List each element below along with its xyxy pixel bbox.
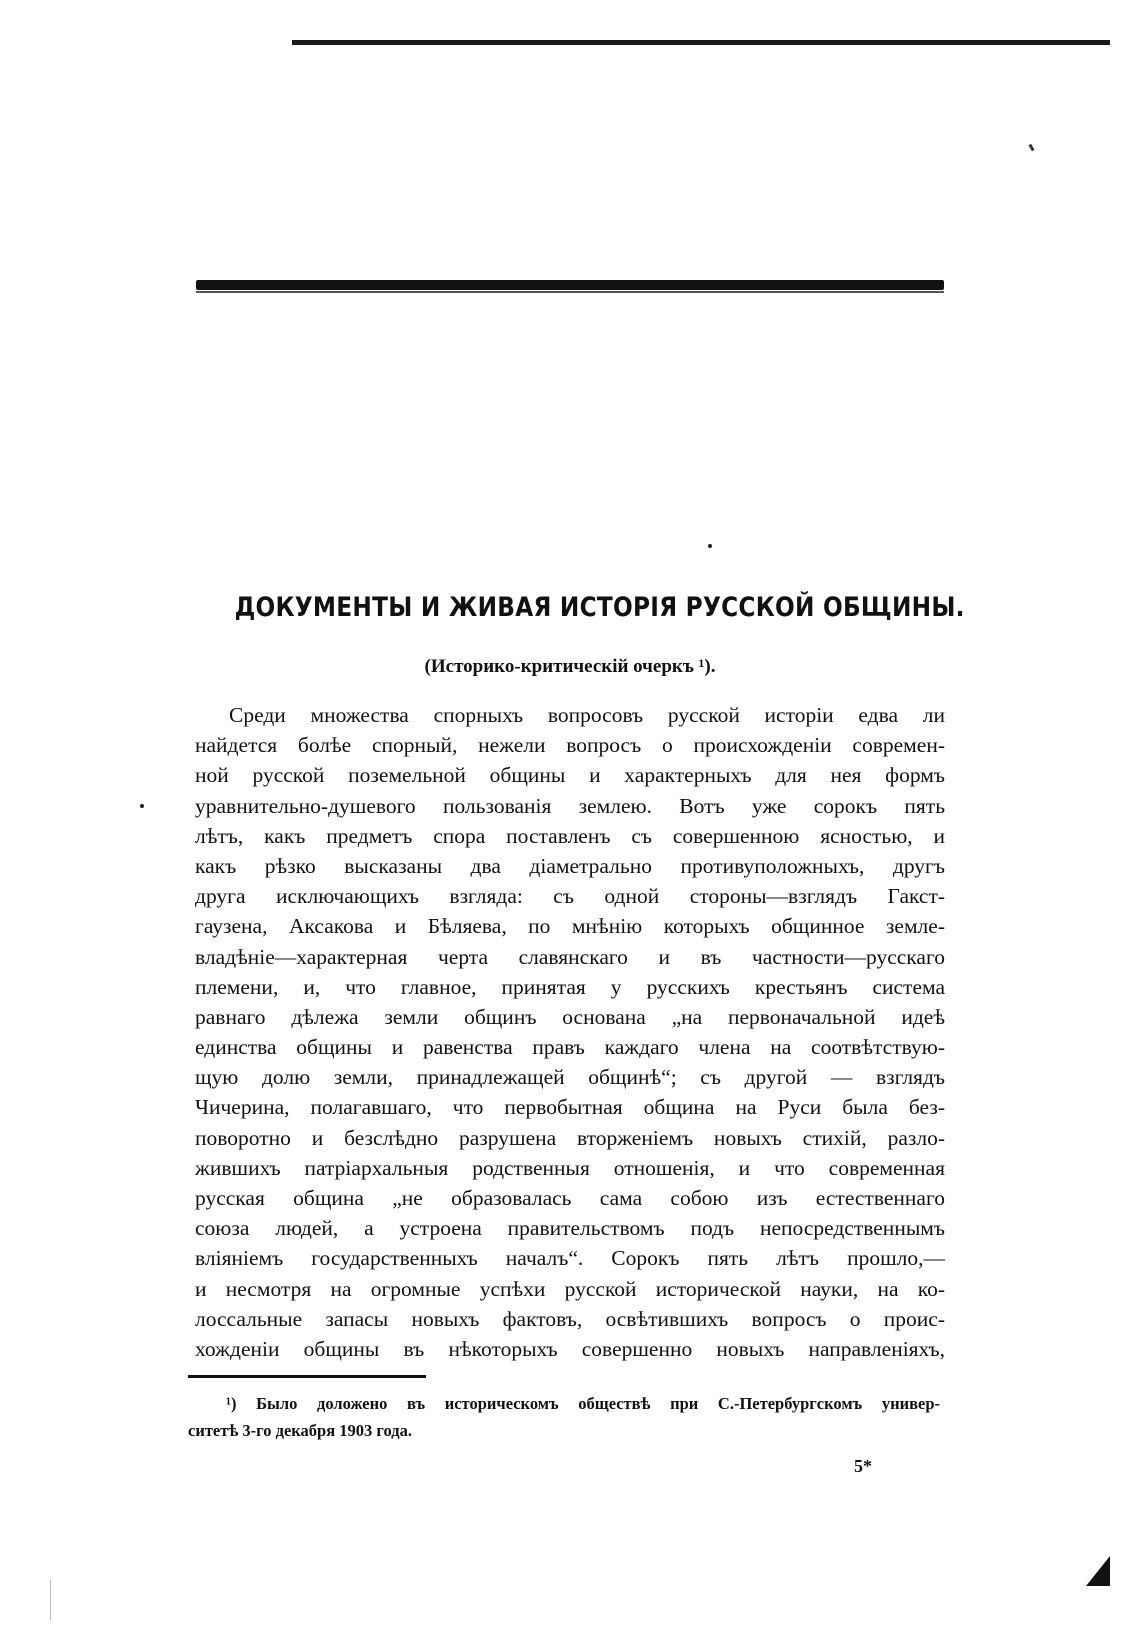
header-decorative-rule: [196, 280, 944, 290]
footnote-line: ¹) Было доложено въ историческомъ обществѣ при С.-Петербургскомъ универ-: [226, 1394, 940, 1413]
scan-dot: [708, 544, 712, 548]
footnote-line: ситетѣ 3-го декабря 1903 года.: [188, 1421, 412, 1440]
body-line: найдется болѣе спорный, нежели вопросъ о происхожденіи современ-: [195, 733, 945, 758]
body-line: владѣніе—характерная черта славянскаго и въ частности—русскаго: [195, 944, 945, 969]
scan-dot: [140, 804, 144, 808]
body-line: жившихъ патріархальныя родственныя отношенія, и что современная: [195, 1155, 945, 1180]
body-line: Среди множества спорныхъ вопросовъ русской исторіи едва ли: [229, 703, 945, 727]
body-line: какъ рѣзко высказаны два діаметрально противуположныхъ, другъ: [195, 853, 945, 878]
body-line: и несмотря на огромные успѣхи русской исторической науки, на ко-: [195, 1276, 945, 1301]
body-line: равнаго дѣлежа земли общинъ основана „на первоначальной идеѣ: [195, 1004, 945, 1029]
body-line: щую долю земли, принадлежащей общинѣ“; съ другой — взглядъ: [195, 1065, 945, 1090]
body-line: союза людей, а устроена правительствомъ подъ непосредственнымъ: [195, 1216, 945, 1241]
article-subtitle: (Историко-критическій очеркъ ¹).: [424, 656, 716, 677]
body-line: Чичерина, полагавшаго, что первобытная община на Руси была без-: [195, 1095, 945, 1120]
body-line: гаузена, Аксакова и Бѣляева, по мнѣнію которыхъ общинное земле-: [195, 914, 945, 939]
body-line: вліяніемъ государственныхъ началъ“. Сорокъ пять лѣтъ прошло,—: [195, 1246, 945, 1271]
body-line: лѣтъ, какъ предметъ спора поставленъ съ совершенною ясностью, и: [195, 823, 945, 848]
body-line: племени, и, что главное, принятая у русскихъ крестьянъ система: [195, 974, 945, 999]
scan-speck-mark: [1028, 144, 1034, 152]
body-line: уравнительно-душевого пользованія землею. Вотъ уже сорокъ пять: [195, 793, 945, 818]
body-line: поворотно и безслѣдно разрушена вторженіемъ новыхъ стихій, разло-: [195, 1125, 945, 1150]
signature-mark: 5*: [854, 1456, 872, 1476]
body-line: лоссальные запасы новыхъ фактовъ, освѣтившихъ вопросъ о проис-: [195, 1306, 945, 1331]
footnote: [188, 1390, 940, 1444]
footnote-separator: [188, 1375, 426, 1378]
top-border-rule: [292, 40, 1110, 45]
body-paragraph: [195, 700, 945, 1364]
scan-edge-line: [50, 1580, 51, 1620]
body-line: русская община „не образовалась сама собою изъ естественнаго: [195, 1186, 945, 1210]
body-line: хожденіи общины въ нѣкоторыхъ совершенно новыхъ направленіяхъ,: [195, 1336, 945, 1361]
page-corner-fold: [1086, 1556, 1110, 1586]
body-line: единства общины и равенства правъ каждаго члена на соотвѣтствую-: [195, 1035, 945, 1060]
body-line: ной русской поземельной общины и характерныхъ для нея формъ: [195, 763, 945, 788]
article-title: ДОКУМЕНТЫ И ЖИВАЯ ИСТОРІЯ РУССКОЙ ОБЩИНЫ.: [234, 592, 965, 623]
body-line: друга исключающихъ взгляда: съ одной стороны—взглядъ Гакст-: [195, 884, 945, 909]
header-decorative-rule-thin: [196, 291, 944, 293]
